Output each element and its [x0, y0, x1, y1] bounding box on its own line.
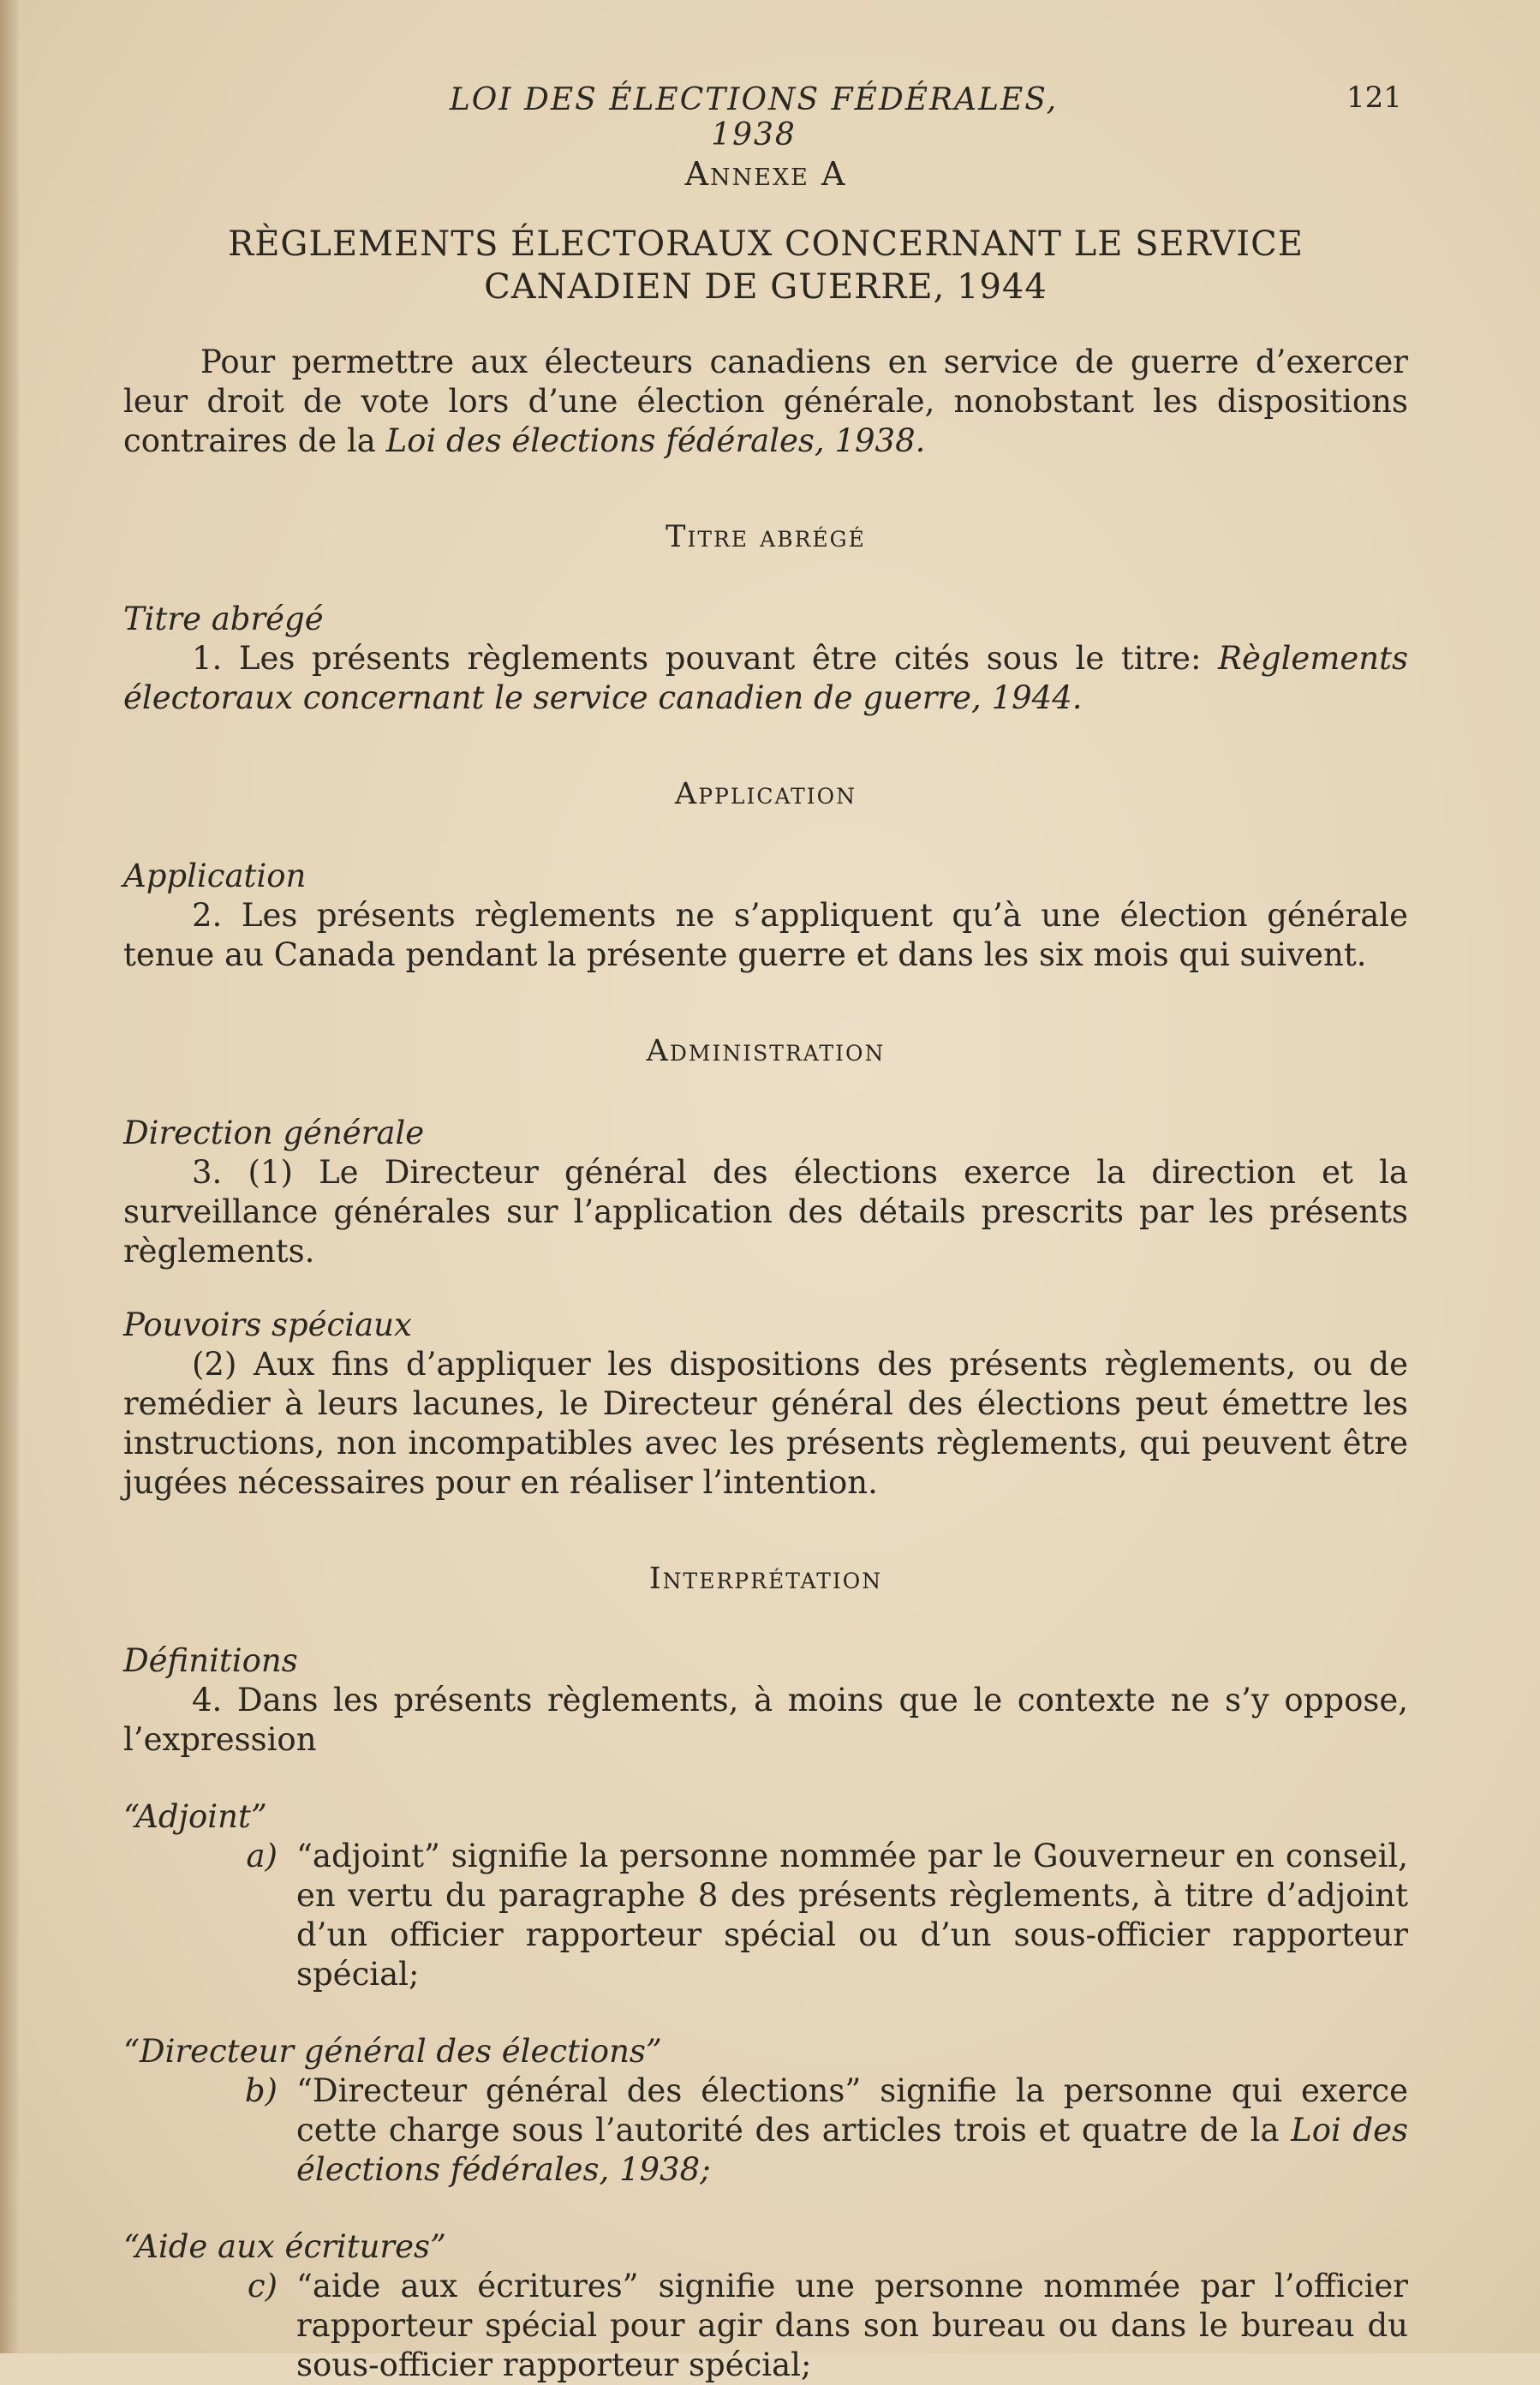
section-heading-administration: Administration: [646, 1034, 886, 1068]
preamble-act-title: Loi des élections fédérales, 1938.: [385, 422, 926, 459]
definition-letter: b): [244, 2072, 278, 2109]
definition-adjoint: [123, 1837, 1408, 1994]
definition-letter: a): [246, 1838, 278, 1874]
definition-text: “Directeur général des élections” signifie la personne qui exerce cette charge sous l’autorité des articles trois et quatre de la: [296, 2072, 1408, 2149]
definition-term-directeur: “Directeur général des élections”: [123, 2033, 662, 2070]
article-1-text: 1. Les présents règlements pouvant être cités sous le titre:: [192, 640, 1202, 677]
section-heading-short-title: Titre abrégé: [666, 520, 866, 554]
running-head: LOI DES ÉLECTIONS FÉDÉRALES, 1938: [449, 82, 1059, 152]
definition-directeur: [123, 2071, 1408, 2190]
definition-letter: c): [247, 2268, 278, 2304]
article-4: 4. Dans les présents règlements, à moins que le contexte ne s’y oppose, l’expression: [123, 1682, 1408, 1758]
preamble: [123, 343, 1408, 461]
article-1: [123, 639, 1408, 718]
page-number: 121: [1346, 81, 1402, 115]
section-heading-application: Application: [674, 777, 857, 811]
side-note-pouvoirs-speciaux: Pouvoirs spéciaux: [123, 1306, 412, 1343]
preamble-text: Pour permettre aux électeurs canadiens en service de guerre d’exercer leur droit de vote lors d’une élection générale, nonobstant les dispositions contraires de la: [123, 344, 1408, 459]
definition-term-adjoint: “Adjoint”: [123, 1798, 267, 1835]
definition-act-title: Loi des élections fédérales, 1938;: [296, 2112, 1408, 2188]
section-heading-interpretation: Interprétation: [648, 1562, 883, 1596]
page-edge-shadow: [0, 0, 19, 2353]
definition-aide-ecritures: [123, 2267, 1408, 2385]
annex-label: Annexe A: [684, 155, 847, 193]
article-3-1: 3. (1) Le Directeur général des élections exerce la direction et la surveillance générales sur l’application des détails prescrits par les présents règlements.: [123, 1154, 1408, 1270]
article-1-citation-title: Règlements électoraux concernant le service canadien de guerre, 1944.: [123, 640, 1408, 716]
definition-text-wrapper: [296, 2071, 1408, 2190]
side-note-short-title: Titre abrégé: [123, 601, 324, 637]
definition-text: “aide aux écritures” signifie une personne nommée par l’officier rapporteur spécial pour agir dans son bureau ou dans le bureau du sous-officier rapporteur spécial;: [296, 2268, 1408, 2383]
definition-text: “adjoint” signifie la personne nommée par le Gouverneur en conseil, en vertu du paragraphe 8 des présents règlements, à titre d’adjoint d’un officier rapporteur spécial ou d’un sous-officier rapporteur spécial;: [296, 1838, 1408, 1993]
definition-term-aide-ecritures: “Aide aux écritures”: [123, 2228, 446, 2265]
article-2: 2. Les présents règlements ne s’appliquent qu’à une élection générale tenue au Canada pendant la présente guerre et dans les six mois qui suivent.: [123, 897, 1408, 973]
article-3-2: (2) Aux fins d’appliquer les dispositions des présents règlements, ou de remédier à leurs lacunes, le Directeur général des élections peut émettre les instructions, non incompatibles avec les présents règlements, qui peuvent être jugées nécessaires pour en réaliser l’intention.: [123, 1346, 1408, 1501]
side-note-application: Application: [123, 858, 307, 894]
side-note-direction-generale: Direction générale: [123, 1115, 425, 1151]
side-note-definitions: Définitions: [123, 1642, 298, 1679]
document-title: RÈGLEMENTS ÉLECTORAUX CONCERNANT LE SERVICE CANADIEN DE GUERRE, 1944: [228, 224, 1304, 307]
page-body: [123, 154, 1408, 2385]
